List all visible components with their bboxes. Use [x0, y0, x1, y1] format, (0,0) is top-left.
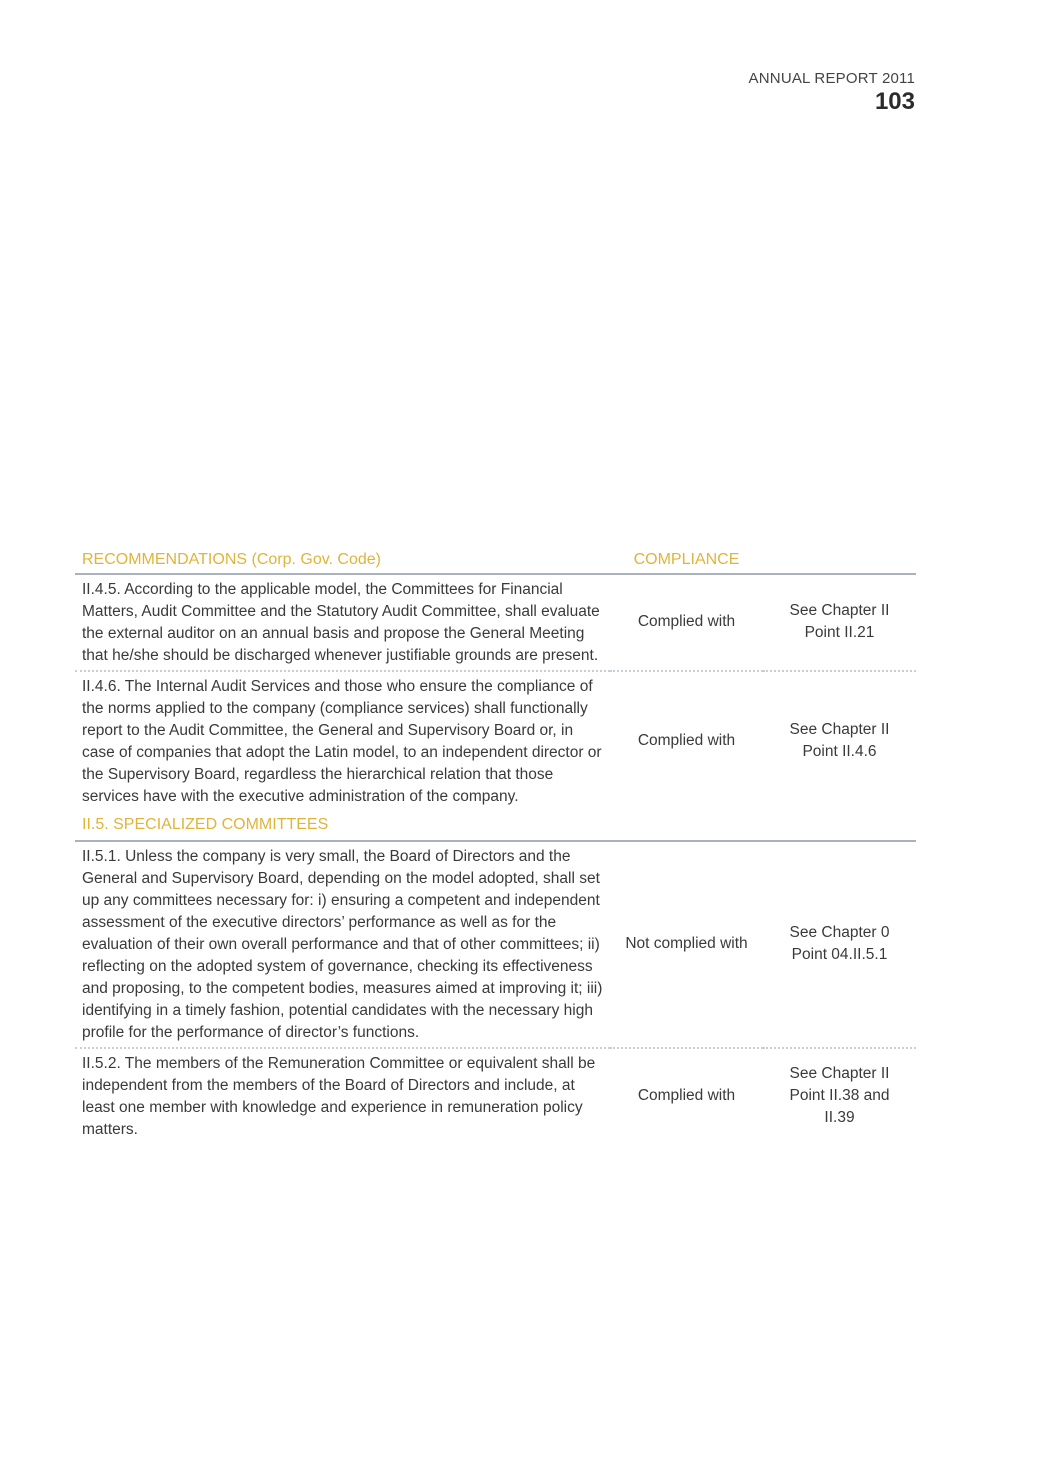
compliance-status: Complied with: [637, 1087, 736, 1104]
section-header-row: [75, 811, 916, 841]
chapter-reference: See Chapter II Point II.38 and II.39: [789, 1065, 890, 1126]
page-number: 103: [874, 88, 915, 115]
section-title: II.5. SPECIALIZED COMMITTEES: [75, 811, 916, 841]
chapter-reference: See Chapter II Point II.4.6: [789, 721, 890, 760]
table-row: [75, 1048, 916, 1144]
recommendation-text: II.5.2. The members of the Remuneration Committee or equivalent shall be independent from the members of the Board of Directors and include, at least one member with knowledge and experience in remuneration policy matters.: [82, 1055, 596, 1138]
recommendations-table: [75, 548, 916, 1144]
recommendations-table-container: [75, 548, 916, 1144]
table-row: [75, 841, 916, 1048]
compliance-status: Not complied with: [610, 841, 763, 1048]
compliance-status: Complied with: [637, 732, 736, 749]
chapter-reference: See Chapter 0 Point 04.II.5.1: [763, 841, 916, 1048]
report-title: ANNUAL REPORT 2011: [748, 70, 915, 87]
column-header-reference: [763, 548, 916, 574]
recommendation-text: II.4.6. The Internal Audit Services and those who ensure the compliance of the norms applied to the company (compliance services) shall functionally report to the Audit Committee, the General and Supervisory Board or, in case of companies that adopt the Latin model, to an independent director or the Supervisory Board, regardless the hierarchical relation that those services have with the executive administration of the company.: [82, 678, 602, 805]
table-row: [75, 574, 916, 671]
recommendation-text: II.5.1. Unless the company is very small, the Board of Directors and the General and Supervisory Board, depending on the model adopted, shall set up any committees necessary for: i) ensuring a competent and independent assessment of the executive directors’ performance as well as for the evaluation of their own overall performance and that of other committees; ii) reflecting on the adopted system of governance, checking its effectiveness and proposing, to the competent bodies, measures aimed at improving it; iii) identifying in a timely fashion, potential candidates with the necessary high profile for the performance of director’s functions.: [75, 841, 610, 1048]
table-header-row: [75, 548, 916, 574]
compliance-status: Complied with: [610, 574, 763, 671]
recommendation-text: II.4.5. According to the applicable model, the Committees for Financial Matters, Audit Committee and the Statutory Audit Committee, shall evaluate the external auditor on an annual basis and propose the General Meeting that he/she should be discharged whenever justifiable grounds are present.: [75, 574, 610, 671]
page-header: [749, 70, 915, 116]
table-row: [75, 671, 916, 811]
column-header-recommendations: RECOMMENDATIONS (Corp. Gov. Code): [75, 548, 610, 574]
column-header-compliance: COMPLIANCE: [610, 548, 763, 574]
chapter-reference: See Chapter II Point II.21: [763, 574, 916, 671]
